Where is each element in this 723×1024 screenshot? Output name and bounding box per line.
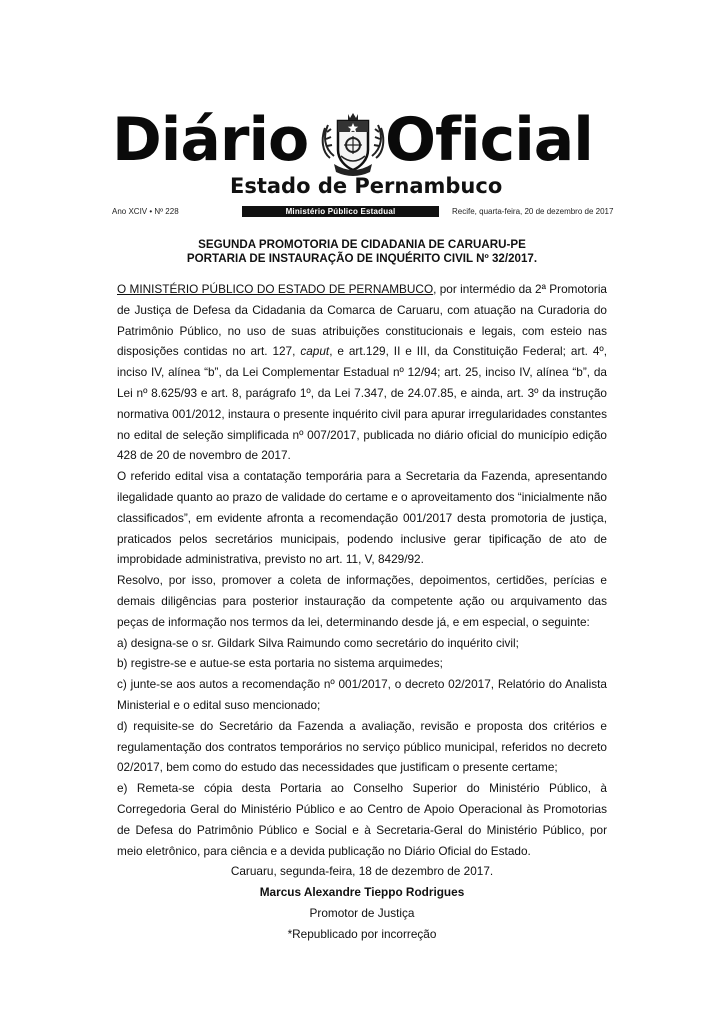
coat-of-arms-icon (320, 112, 386, 180)
issue-number: Ano XCIV • Nº 228 (112, 207, 179, 216)
list-item-e: e) Remeta-se cópia desta Portaria ao Conselho Superior do Ministério Público, à Corregedoria Geral do Ministério Público e ao Centro de Apoio Operacional às Promotorias de Defesa do Patrimônio Público e Social e à Secretaria-Geral do Ministério Público, por meio eletrônico, para ciência e a devida publicação no Diário Oficial do Estado. (117, 781, 607, 858)
institution-name: O MINISTÉRIO PÚBLICO DO ESTADO DE PERNAMBUCO (117, 282, 434, 296)
list-item-b: b) registre-se e autue-se esta portaria no sistema arquimedes; (117, 656, 443, 671)
paragraph-3: Resolvo, por isso, promover a coleta de informações, depoimentos, certidões, perícias e demais diligências para posterior instauração da competente ação ou arquivamento das peças de informação nos termos da lei, determinando desde já, e em especial, o seguinte: (117, 573, 607, 629)
document-body (117, 238, 607, 945)
list-item-c: c) junte-se aos autos a recomendação nº 001/2017, o decreto 02/2017, Relatório do Analista Ministerial e o edital suso mencionado; (117, 677, 607, 712)
state-subtitle: Estado de Pernambuco (230, 174, 503, 198)
paragraph-1-text-b: , e art.129, II e III, da Constituição Federal; art. 4º, inciso IV, alínea “b”, da Lei Complementar Estadual nº 12/94; art. 25, inciso IV, alínea “b”, da Lei nº 8.625/93 e art. 8, parágrafo 1º, da Lei 7.347, de 24.07.85, e ainda, art. 3º da instrução normativa 001/2012, instaura o presente inquérito civil para apurar irregularidades constantes no edital de seleção simplificada nº 007/2017, publicada no diário oficial do município edição 428 de 20 de novembro de 2017. (117, 344, 607, 463)
list-item-a: a) designa-se o sr. Gildark Silva Raimundo como secretário do inquérito civil; (117, 635, 519, 650)
document-heading (117, 238, 607, 266)
signer-role: Promotor de Justiça (309, 905, 415, 920)
signer-name: Marcus Alexandre Tieppo Rodrigues (259, 885, 465, 900)
paragraph-1-italic: caput (300, 344, 330, 359)
masthead (112, 105, 614, 220)
heading-line-1: SEGUNDA PROMOTORIA DE CIDADANIA DE CARUARU-PE (198, 238, 526, 251)
paragraph-1-text-a: , por intermédio da 2ª Promotoria de Justiça de Defesa da Cidadania da Comarca de Caruaru, com atuação na Curadoria do Patrimônio Público, no uso de suas atribuições constitucionais e legais, com esteio nas disposições contidas no art. 127, (117, 282, 607, 359)
section-label: Ministério Público Estadual (242, 206, 439, 217)
paragraph-2: O referido edital visa a contatação temporária para a Secretaria da Fazenda, apresentando ilegalidade quanto ao prazo de validade do certame e o aproveitamento dos “inicialmente não classificados”, em evidente afronta a recomendação 001/2017 desta promotoria de justiça, praticados pelos secretários municipais, podendo inclusive gerar tipificação de ato de improbidade administrativa, previsto no art. 11, V, 8429/92. (117, 469, 607, 567)
list-item-d: d) requisite-se do Secretário da Fazenda a avaliação, revisão e proposta dos critérios e regulamentação dos contratos temporários no serviço público municipal, referidos no decreto 02/2017, bem como do estudo das necessidades que justificam o presente certame; (117, 718, 607, 775)
republication-note: *Republicado por incorreção (287, 926, 437, 941)
issue-info-row (112, 206, 612, 220)
issue-dateline: Recife, quarta-feira, 20 de dezembro de 2017 (452, 207, 614, 216)
place-date: Caruaru, segunda-feira, 18 de dezembro de 2017. (230, 864, 494, 879)
title-word-diario: Diário (112, 105, 309, 175)
heading-line-2: PORTARIA DE INSTAURAÇÃO DE INQUÉRITO CIVIL Nº 32/2017. (186, 252, 538, 265)
paragraph-1 (117, 279, 607, 466)
masthead-title (112, 105, 612, 184)
title-word-oficial: Oficial (385, 105, 593, 175)
